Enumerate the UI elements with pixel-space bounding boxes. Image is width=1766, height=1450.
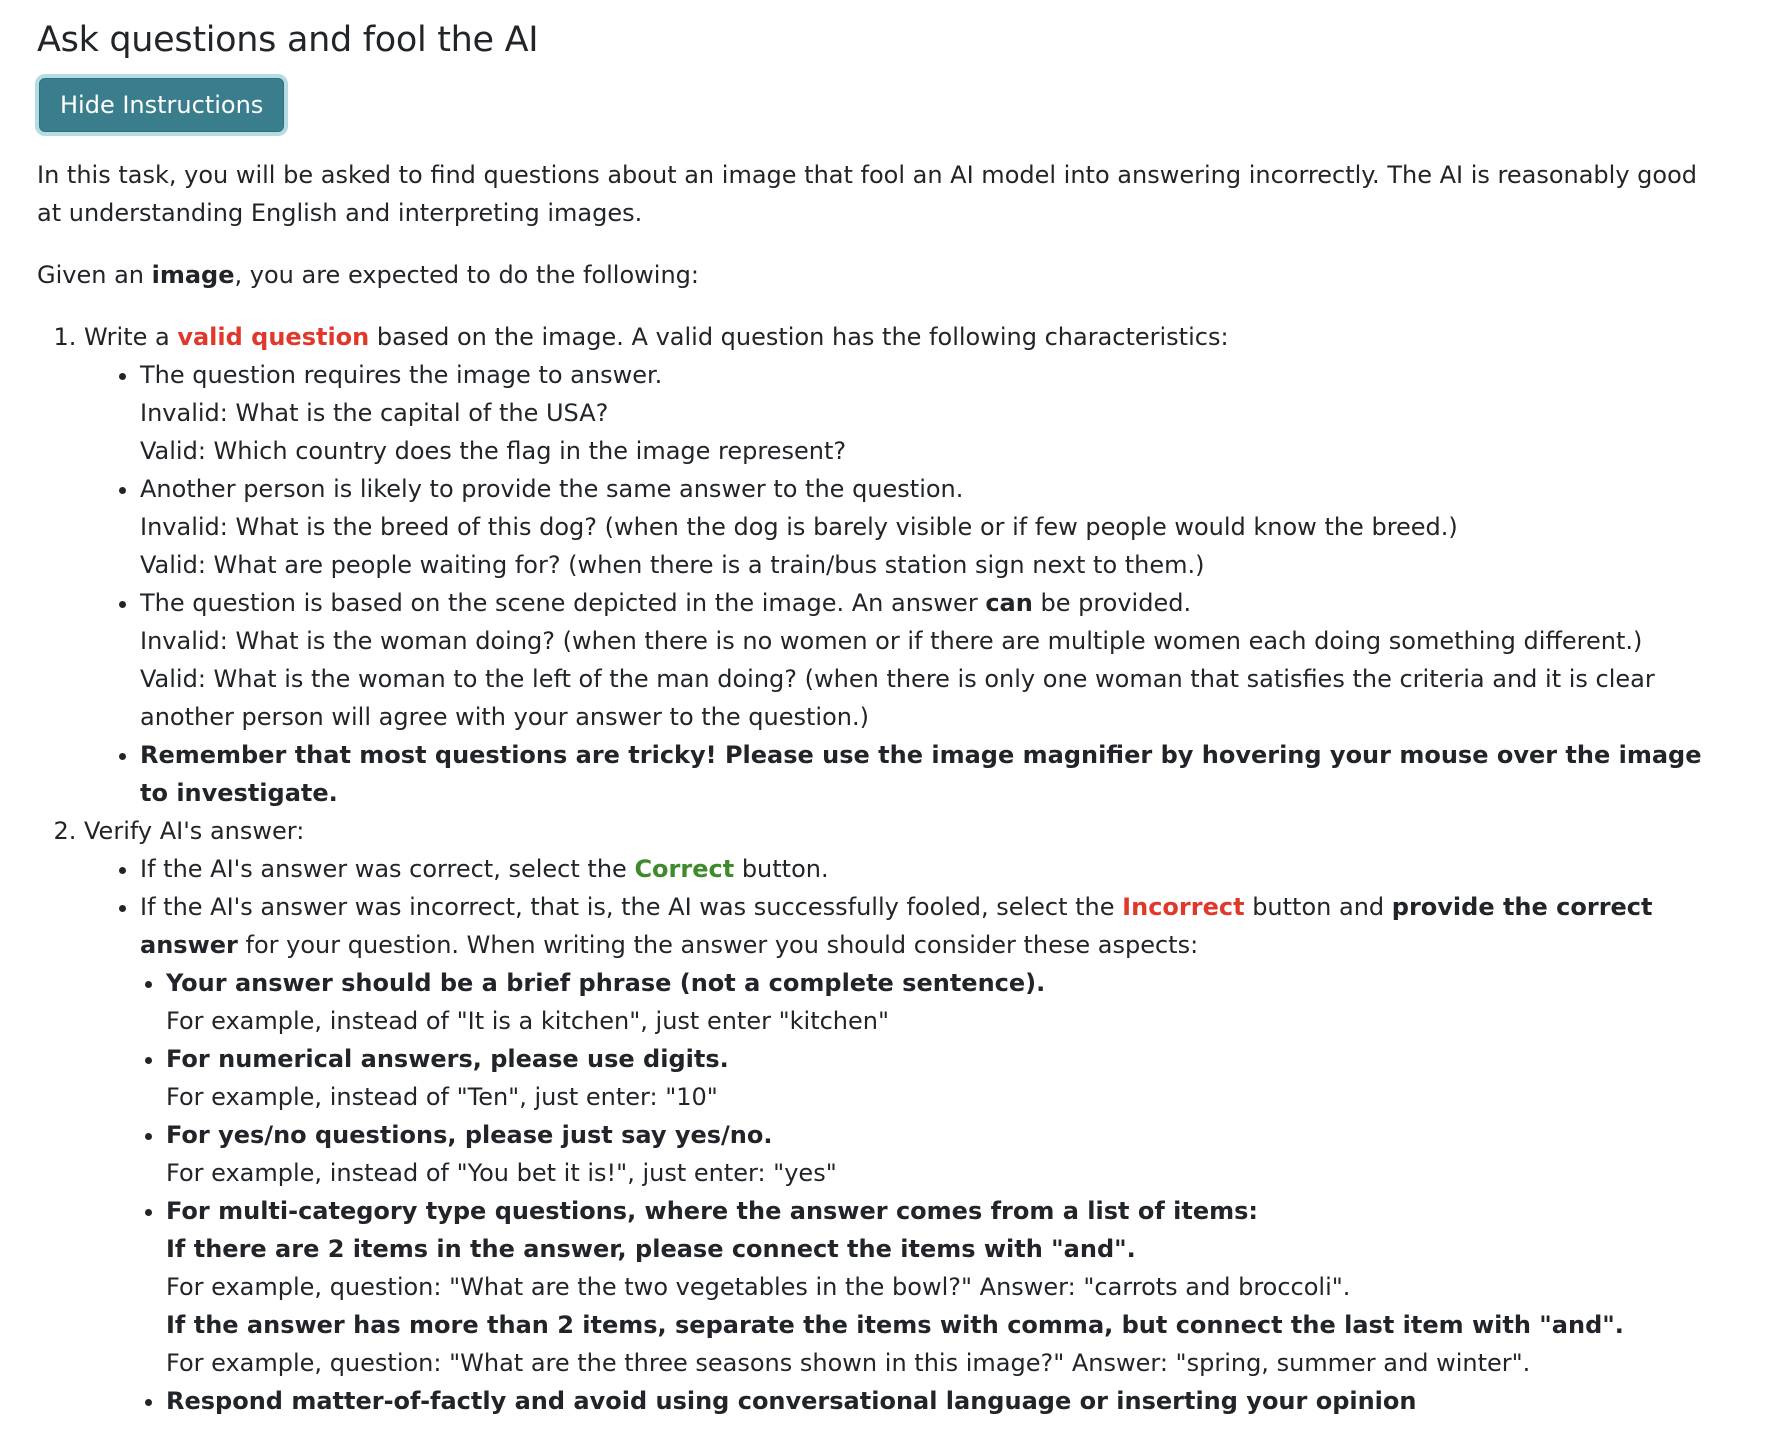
answer-aspects [140,964,1729,1420]
verify-options [84,850,1729,1420]
steps-list [37,318,1729,1420]
valid-example: Valid: What is the woman to the left of the man doing? (when there is only one woman that satisfies the criteria and it is clear another person will agree with your answer to the question.) [140,665,1655,731]
incorrect-word: Incorrect [1122,893,1245,921]
aspect-yes-no: • For yes/no questions, please just say yes/no. For example, instead of "You bet it is!", just enter: "yes" [166,1116,1729,1192]
invalid-example: Invalid: What is the capital of the USA? [140,399,609,427]
intro-paragraph: In this task, you will be asked to find questions about an image that fool an AI model into answering incorrectly. The AI is reasonably good at understanding English and interpreting images. [37,161,1697,227]
aspect-example: For example, instead of "Ten", just enter: "10" [166,1083,718,1111]
criterion-same-answer: • Another person is likely to provide the same answer to the question. Invalid: What is the breed of this dog? (when the dog is barely visible or if few people would know the breed.) Valid: What are people waiting for? (when there is a train/bus station sign next to them.) [140,470,1729,584]
correct-word: Correct [634,855,735,883]
aspect-multi-category: • For multi-category type questions, where the answer comes from a list of items: If there are 2 items in the answer, please connect the items with "and". For example, question: "What are the two vegetables in the bowl?" Answer: "carrots and broccoli". If the answer has more than 2 items, separate the items with comma, but connect the last item with "and". For example, question: "What are the three seasons shown in this image?" Answer: "spring, summer and winter". [166,1192,1729,1382]
step-verify-answer: 2. Verify AI's answer: • If the AI's answer was correct, select the Correct button. • If the AI's answer was incorrect, that is, the AI was successfully fooled, select the Incorrect button and provide the correct answer for your question. When writing the answer you should consider these aspects: • Your answer should be a brief phrase (not a complete sentence). For example, instead of "It is a kitchen", just enter "kitchen" • For numerical answers, please use digits. For example, instead of "Ten", just enter: "10" • For yes/no questions, please just say yes/no. For example, instead of "You bet it is!", just enter: "yes" • For multi-category type questions, where the answer comes from a list of items: If there are 2 items in the answer, please connect the items with "and". For example, question: "What are the two vegetables in the bowl?" Answer: "carrots and broccoli". If the answer has more than 2 items, separate the items with comma, but connect the last item with "and". For example, question: "What are the three seasons shown in this image?" Answer: "spring, summer and winter". • Respond matter-of-factly and avoid using conversational language or inserting your opinion [84,812,1729,1420]
aspect-matter-of-fact: • Respond matter-of-factly and avoid using conversational language or inserting your opinion [166,1382,1729,1420]
aspect-brief-phrase: • Your answer should be a brief phrase (not a complete sentence). For example, instead of "It is a kitchen", just enter "kitchen" [166,964,1729,1040]
aspect-example: For example, instead of "You bet it is!", just enter: "yes" [166,1159,837,1187]
page-title: Ask questions and fool the AI [37,20,539,60]
aspect-example: For example, instead of "It is a kitchen", just enter "kitchen" [166,1007,890,1035]
aspect-example: For example, question: "What are the two vegetables in the bowl?" Answer: "carrots and broccoli". [166,1273,1351,1301]
invalid-example: Invalid: What is the breed of this dog? (when the dog is barely visible or if few people would know the breed.) [140,513,1458,541]
aspect-digits: • For numerical answers, please use digits. For example, instead of "Ten", just enter: "10" [166,1040,1729,1116]
invalid-example: Invalid: What is the woman doing? (when there is no women or if there are multiple women each doing something different.) [140,627,1643,655]
option-incorrect: • If the AI's answer was incorrect, that is, the AI was successfully fooled, select the Incorrect button and provide the correct answer for your question. When writing the answer you should consider these aspects: • Your answer should be a brief phrase (not a complete sentence). For example, instead of "It is a kitchen", just enter "kitchen" • For numerical answers, please use digits. For example, instead of "Ten", just enter: "10" • For yes/no questions, please just say yes/no. For example, instead of "You bet it is!", just enter: "yes" • For multi-category type questions, where the answer comes from a list of items: If there are 2 items in the answer, please connect the items with "and". For example, question: "What are the two vegetables in the bowl?" Answer: "carrots and broccoli". If the answer has more than 2 items, separate the items with comma, but connect the last item with "and". For example, question: "What are the three seasons shown in this image?" Answer: "spring, summer and winter". • Respond matter-of-factly and avoid using conversational language or inserting your opinion [140,888,1729,1420]
tricky-reminder: • Remember that most questions are tricky! Please use the image magnifier by hovering your mouse over the image to investigate. [140,736,1729,812]
criterion-scene-based: • The question is based on the scene depicted in the image. An answer can be provided. Invalid: What is the woman doing? (when there is no women or if there are multiple women each doing something different.) Valid: What is the woman to the left of the man doing? (when there is only one woman that satisfies the criteria and it is clear another person will agree with your answer to the question.) [140,584,1729,736]
criterion-requires-image: • The question requires the image to answer. Invalid: What is the capital of the USA? Valid: Which country does the flag in the image represent? [140,356,1729,470]
valid-question-highlight: valid question [177,323,370,351]
aspect-example: For example, question: "What are the three seasons shown in this image?" Answer: "spring, summer and winter". [166,1349,1531,1377]
valid-question-criteria [84,356,1729,812]
option-correct: • If the AI's answer was correct, select the Correct button. [140,850,1729,888]
valid-example: Valid: Which country does the flag in the image represent? [140,437,847,465]
valid-example: Valid: What are people waiting for? (when there is a train/bus station sign next to them.) [140,551,1205,579]
step-write-question: 1. Write a valid question based on the image. A valid question has the following characteristics: • The question requires the image to answer. Invalid: What is the capital of the USA? Valid: Which country does the flag in the image represent? • Another person is likely to provide the same answer to the question. Invalid: What is the breed of this dog? (when the dog is barely visible or if few people would know the breed.) Valid: What are people waiting for? (when there is a train/bus station sign next to them.) • The question is based on the scene depicted in the image. An answer can be provided. Invalid: What is the woman doing? (when there is no women or if there are multiple women each doing something different.) Valid: What is the woman to the left of the man doing? (when there is only one woman that satisfies the criteria and it is clear another person will agree with your answer to the question.) • Remember that most questions are tricky! Please use the image magnifier by hovering your mouse over the image to investigate. [84,318,1729,812]
hide-instructions-button[interactable]: Hide Instructions [39,78,284,132]
given-paragraph: Given an image, you are expected to do the following: [37,261,699,289]
